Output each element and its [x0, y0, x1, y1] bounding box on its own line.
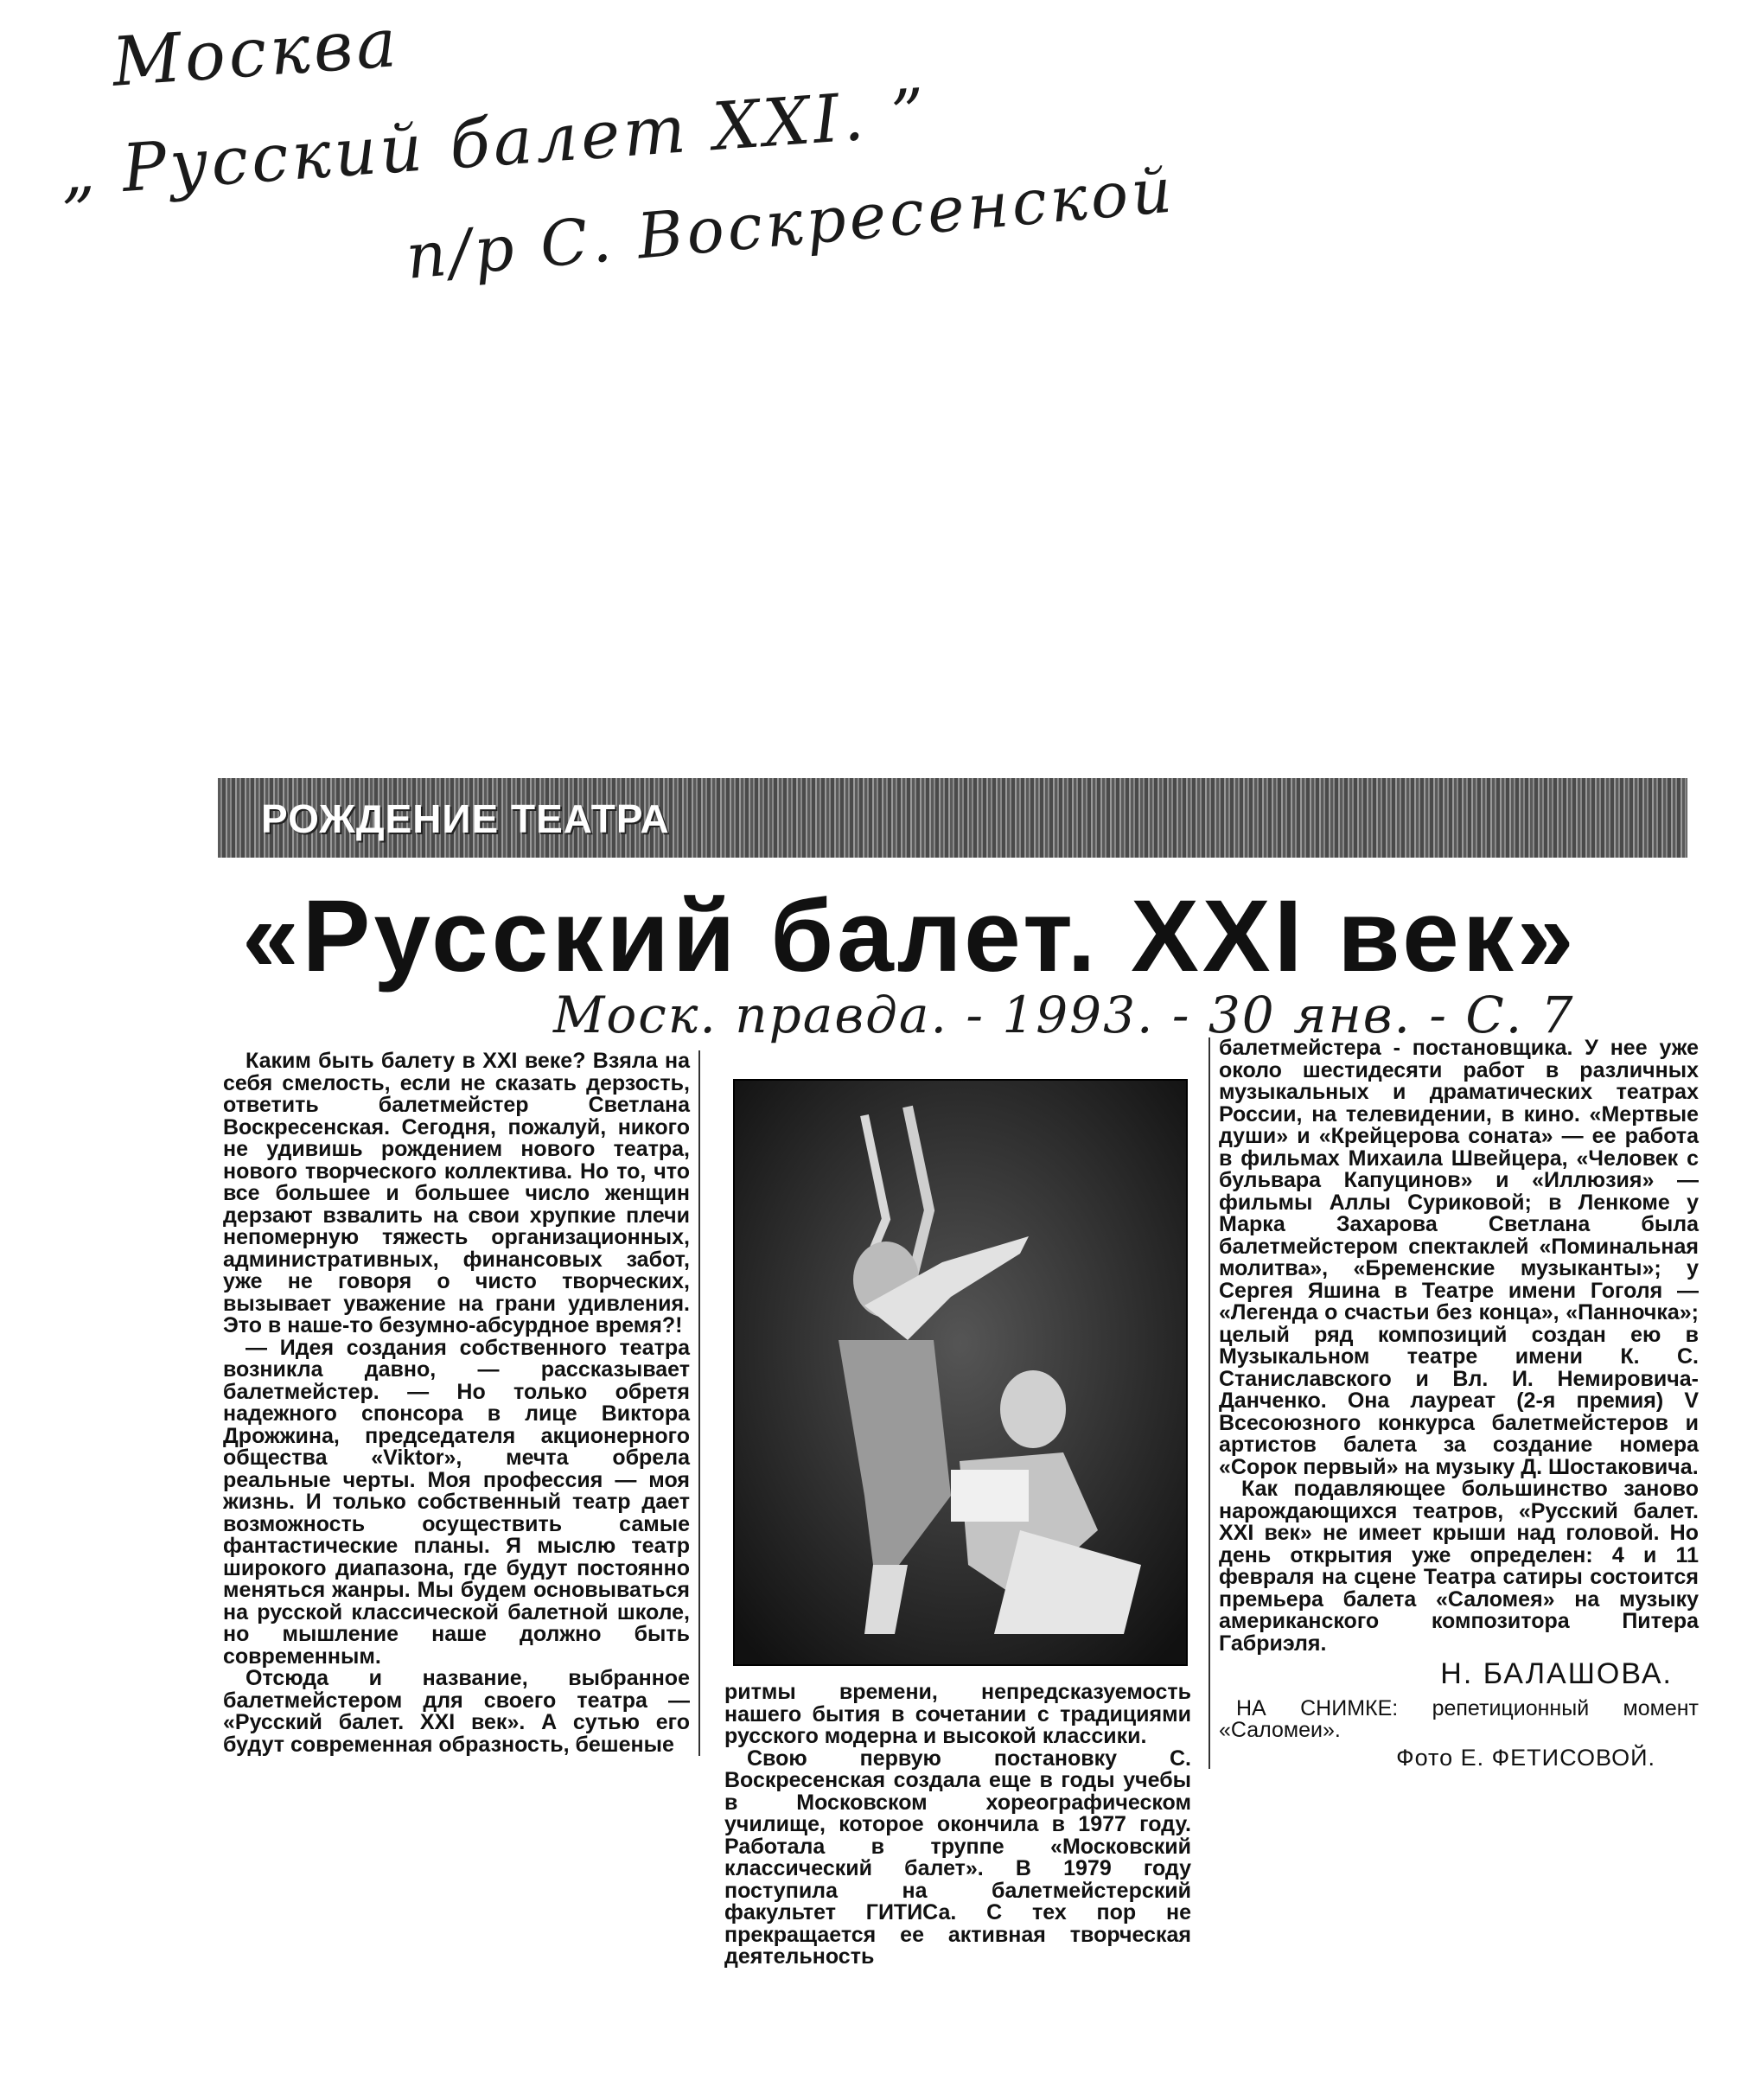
handwritten-city: Москва [109, 3, 403, 102]
paragraph: — Идея создания собственного театра возникла давно, — рассказывает балетмейстер. — Но только обретя надежного спонсора в лице Виктора Дрожжина, председателя акционерного общества «Viktor», мечта обрела реальные черты. Моя профессия — моя жизнь. И только собственный театр дает возможность осуществить самые фантастические планы. Я мыслю театр широкого диапазона, где будут постоянно меняться жанры. Мы будем основываться на русской классической балетной школе, но мышление наше должно быть современным. [223, 1335, 690, 1669]
article-column-1 [223, 1050, 700, 1756]
paragraph: ритмы времени, непредсказуемость нашего бытия в сочетании с традициями русского модерна и высокой классики. [724, 1680, 1191, 1748]
article-column-3 [1208, 1037, 1699, 1769]
rubric-bar [218, 778, 1687, 858]
handwritten-director: п/р С. Воскресенской [403, 153, 1178, 293]
photo-caption: НА СНИМКЕ: репетиционный момент «Саломеи». [1219, 1695, 1699, 1742]
dancers-image [735, 1081, 1186, 1664]
handwritten-title: „ Русский балет XXI. ” [57, 73, 931, 211]
paragraph: Как подавляющее большинство заново нарождающихся театров, «Русский балет. XXI век» не имеет крыши над головой. Но день открытия уже определен: 4 и 11 февраля на сцене Театра сатиры состоится премьера балета «Саломея» на музыку американского композитора Питера Габриэля. [1219, 1477, 1699, 1656]
article-column-2 [724, 1682, 1191, 1969]
author-signature: Н. БАЛАШОВА. [1440, 1657, 1673, 1690]
paragraph: Отсюда и название, выбранное балетмейстером для своего театра — «Русский балет. XXI век». А сутью его будут современная образность, бешеные [223, 1666, 690, 1757]
rubric-title: РОЖДЕНИЕ ТЕАТРА [261, 796, 670, 841]
paragraph: Свою первую постановку С. Воскресенская создала еще в годы учебы в Московском хореографическом училище, которое окончила в 1977 году. Работала в труппе «Московский классический балет». В 1979 году поступила на балетмейстерский факультет ГИТИСа. С тех пор не прекращается ее активная творческая деятельность [724, 1746, 1191, 1969]
paragraph: балетмейстера - постановщика. У нее уже около шестидесяти работ в различных музыкальных и драматических театрах России, на телевидении, в кино. «Мертвые души» и «Крейцерова соната» — ее работа в фильмах Михаила Швейцера, «Человек с бульвара Капуцинов» и «Иллюзия» — фильмы Аллы Суриковой; в Ленкоме у Марка Захарова Светлана была балетмейстером спектаклей «Поминальная молитва», «Бременские музыканты»; у Сергея Яшина в Театре имени Гоголя — «Легенда о счастьи без конца», «Панночка»; целый ряд композиций создан ею в Музыкальном театре имени К. С. Станиславского и Вл. И. Немировича-Данченко. Она лауреат (2-я премия) V Всесоюзного конкурса балетмейстеров и артистов балета за создание номера «Сорок первый» на музыку Д. Шостаковича. [1219, 1036, 1699, 1479]
newspaper-clipping [207, 778, 1699, 2075]
rehearsal-photo [733, 1079, 1188, 1666]
handwritten-publication-note: Моск. правда. - 1993. - 30 янв. - С. 7 [553, 986, 1575, 1044]
paragraph: Каким быть балету в XXI веке? Взяла на себя смелость, если не сказать дерзость, ответить балетмейстер Светлана Воскресенская. Сегодня, пожалуй, никого не удивишь рождением нового театра, нового творческого коллектива. Но то, что все большее и большее число женщин дерзают взвалить на свои хрупкие плечи непомерную тяжесть организационных, административных, финансовых забот, уже не говоря о чисто творческих, вызывает уважение на грани удивления. Это в наше-то безумно-абсурдное время?! [223, 1049, 690, 1337]
article-headline: «Русский балет. XXI век» [242, 879, 1578, 993]
photo-credit: Фото Е. ФЕТИСОВОЙ. [1396, 1744, 1655, 1771]
